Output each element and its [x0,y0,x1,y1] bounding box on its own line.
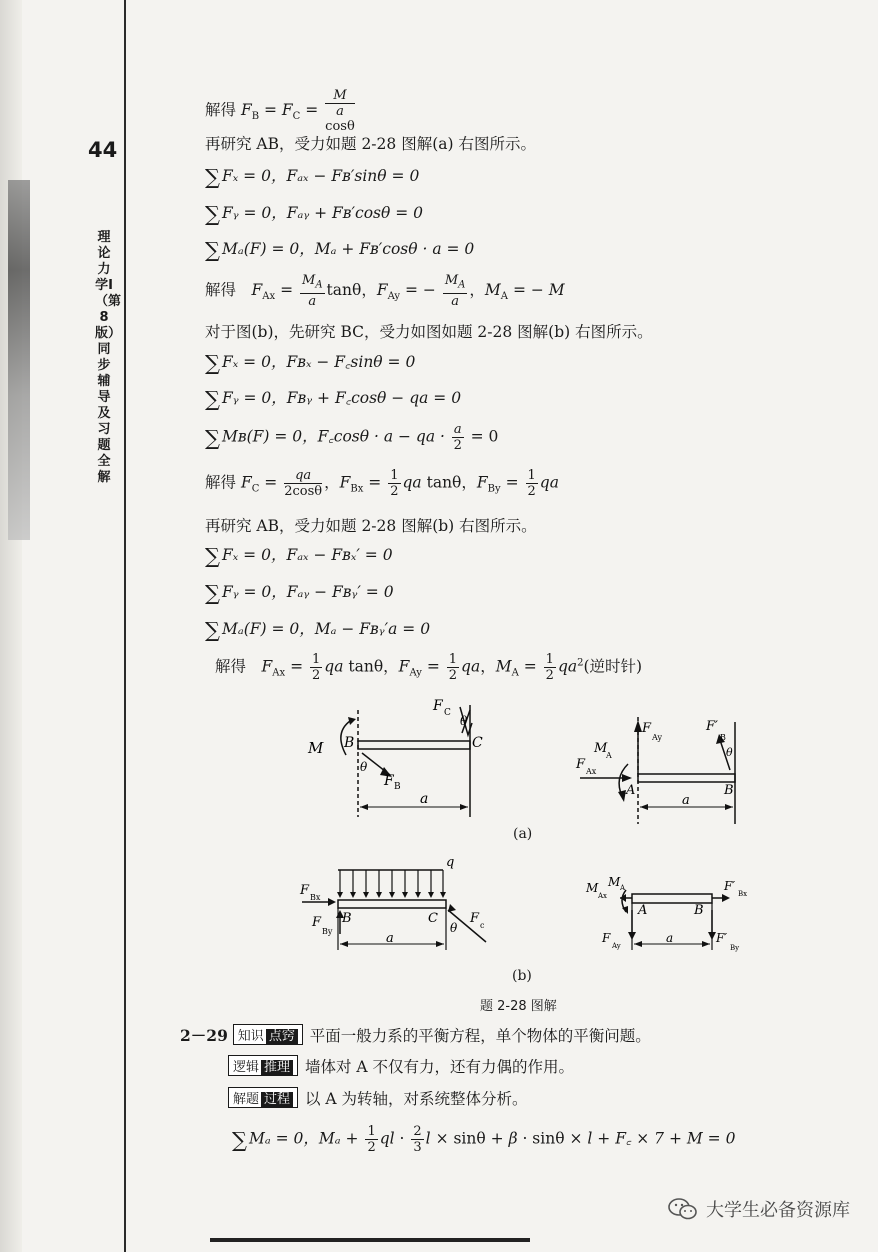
eq-line-15: ∑ Mₐ(F) = 0，Mₐ − Fʙᵧ′a = 0 [205,618,431,642]
eq-line-16: 解得 $F_{Ax}$ = $\frac{1}{2}$ qa tanθ，$F_{Ay}$ = $\frac{1}{2}$ qa，$M_A$ = $\frac{1}{2}$ $qa^2$(逆时针) [215,652,643,683]
eq-line-10: ∑ Mʙ(F) = 0，F꜀cosθ · a − qa · $\frac{a}{2}$ = 0 [205,422,499,453]
svg-text:F: F [433,698,443,714]
wechat-icon [668,1198,698,1220]
svg-text:θ: θ [460,714,468,728]
svg-text:F: F [642,721,652,736]
diagram-a-left [300,695,510,825]
svg-text:θ: θ [450,921,458,935]
knowledge-tag: 知识 点窍 [233,1024,303,1045]
diagram-b-right [580,870,760,958]
eq-line-6: 解得 $F_{Ax}$ = $\frac{M_A}{a}$ tanθ，$F_{Ay}$ = − $\frac{M_A}{a}$ ，$M_A$ = − M [205,273,565,309]
eq-line-5: ∑ Mₐ(F) = 0，Mₐ + Fʙ′cosθ · a = 0 [205,238,475,262]
svg-text:C: C [428,911,438,926]
eq-line-4: ∑ Fᵧ = 0，Fₐᵧ + Fʙ′cosθ = 0 [205,202,424,226]
figure-caption: 题 2-28 图解 [480,999,557,1014]
svg-text:F: F [602,931,611,945]
svg-text:a: a [682,793,690,808]
text-line-2: 再研究 AB，受力如题 2-28 图解(a) 右图所示。 [205,135,536,153]
svg-text:Ay: Ay [612,942,621,950]
svg-text:M: M [608,875,621,889]
svg-text:a: a [420,791,429,807]
text-line-7: 对于图(b)，先研究 BC，受力如图如题 2-28 图解(b) 右图所示。 [205,323,653,341]
svg-text:Ax: Ax [586,767,597,776]
svg-text:F: F [576,757,586,772]
eq-line-14: ∑ Fᵧ = 0，Fₐᵧ − Fʙᵧ′ = 0 [205,581,394,605]
svg-text:q: q [446,855,455,870]
svg-text:C: C [472,735,483,751]
svg-text:B: B [720,733,726,742]
svg-text:F: F [312,915,322,930]
svg-text:B: B [342,911,352,926]
svg-text:F′: F′ [716,931,728,945]
scan-shadow [8,180,30,540]
problem-2-29-line-3: 解题 过程 以 A 为转轴，对系统整体分析。 [228,1087,528,1109]
svg-text:F: F [300,883,310,898]
svg-text:M: M [594,741,608,756]
problem-2-29-line-2: 逻辑 推理 墙体对 A 不仅有力，还有力偶的作用。 [228,1055,574,1077]
svg-text:A: A [620,884,626,892]
svg-text:Bx: Bx [310,893,321,902]
svg-text:M: M [586,881,599,895]
svg-text:B: B [724,783,734,798]
scan-edge [210,1238,530,1242]
text-line-12: 再研究 AB，受力如题 2-28 图解(b) 右图所示。 [205,517,537,535]
margin-rule [124,0,126,1252]
svg-text:a: a [386,931,394,946]
svg-text:Bx: Bx [738,890,748,898]
svg-text:A: A [626,783,636,798]
svg-text:M: M [308,739,324,757]
svg-text:θ: θ [726,746,733,759]
svg-text:θ: θ [360,760,368,774]
svg-text:Ay: Ay [652,733,662,742]
svg-text:c: c [480,921,485,930]
eq-line-13: ∑ Fₓ = 0，Fₐₓ − Fʙₓ′ = 0 [205,544,393,568]
svg-text:a: a [666,931,674,945]
problem-2-29-line-1: 2－29 知识 点窍 平面一般力系的平衡方程，单个物体的平衡问题。 [180,1026,651,1045]
eq-line-9: ∑ Fᵧ = 0，Fʙᵧ + F꜀cosθ − qa = 0 [205,387,462,411]
svg-text:B: B [344,735,355,751]
watermark: 大学生必备资源库 [668,1196,850,1222]
svg-text:By: By [322,927,333,936]
problem-2-29-equation: ∑ Mₐ = 0，Mₐ + $\frac{1}{2}$ ql · $\frac{2}{3}$ l × sinθ + β · sinθ × l + F꜀ × 7 + M = 0 [232,1124,736,1155]
eq-line-11: 解得 $F_C$ = $\frac{qa}{2\cos\theta}$ ，$F_{Bx}$ = $\frac{1}{2}$ qa tanθ，$F_{By}$ = $\frac{1}{2}$ qa [205,468,559,499]
diagram-b-left [298,854,498,958]
running-title: 理论力学Ⅰ（第8版）同步辅导及习题全解 [95,230,122,485]
svg-text:Ax: Ax [598,892,608,900]
solution-tag: 解题 过程 [228,1087,298,1108]
caption-b: (b) [512,968,532,984]
svg-text:F′: F′ [706,719,718,734]
caption-a: (a) [513,826,533,842]
svg-text:A: A [606,751,612,760]
svg-text:B: B [394,782,401,792]
svg-text:F: F [470,911,480,926]
svg-text:By: By [730,944,740,952]
eq-line-3: ∑ Fₓ = 0，Fₐₓ − Fʙ′sinθ = 0 [205,165,420,189]
page-number: 44 [88,138,118,162]
svg-text:A: A [638,903,648,918]
eq-line-1: 解得 $F_B = F_C$ = M a cosθ [205,88,355,134]
diagram-a-right [570,712,760,827]
eq-line-8: ∑ Fₓ = 0，Fʙₓ − F꜀sinθ = 0 [205,351,416,375]
svg-text:B: B [694,903,704,918]
svg-text:C: C [444,708,451,718]
svg-text:F′: F′ [724,879,736,893]
logic-tag: 逻辑 推理 [228,1055,298,1076]
svg-text:F: F [384,773,394,789]
